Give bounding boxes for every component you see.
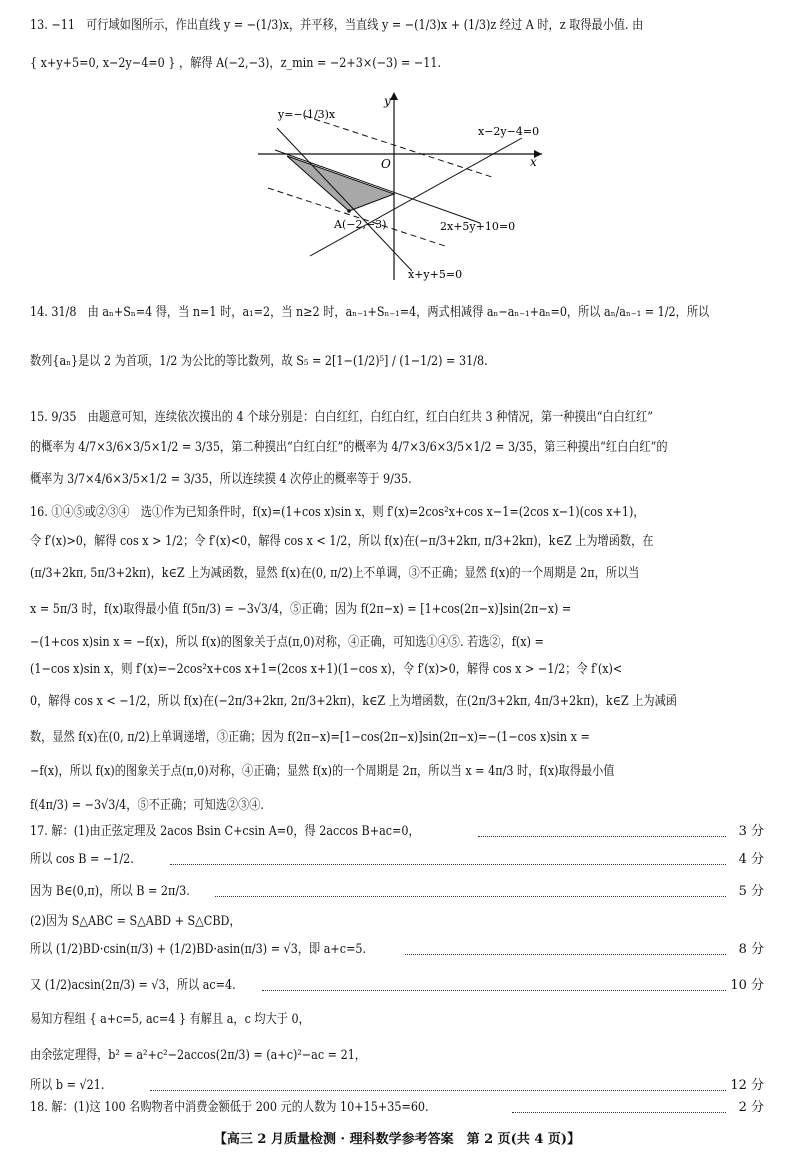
q17-line-1: 17. 解：(1)由正弦定理及 2acos Bsin C+csin A=0，得 2accos B+ac=0， — [30, 824, 420, 839]
q15-line-2: 的概率为 4/7×3/6×3/5×1/2 = 3/35，第二种摸出“白红白红”的概率为 4/7×3/6×3/5×1/2 = 3/35，第三种摸出“红白白红”的 — [30, 440, 668, 455]
q15-line-1: 15. 9/35 由题意可知，连续依次摸出的 4 个球分别是：白白红红，白红白红，红白白红共 3 种情况，第一种摸出“白白红红” — [30, 410, 653, 425]
q16-line-6: (1−cos x)sin x，则 f′(x)=−2cos²x+cos x+1=(2cos x+1)(1−cos x)，令 f′(x)>0，解得 cos x > −1/2；令 f′(x)< — [30, 662, 623, 677]
page-footer: 【高三 2 月质量检测 · 理科数学参考答案 第 2 页(共 4 页)】 — [213, 1132, 581, 1147]
line-ref-label: y=−(1/3)x — [278, 108, 336, 121]
q17-line-2: 所以 cos B = −1/2. — [30, 852, 134, 867]
q16-line-7: 0，解得 cos x < −1/2，所以 f(x)在(−2π/3+2kπ, 2π/3+2kπ)，k∈Z 上为增函数，在(2π/3+2kπ, 4π/3+2kπ)，k∈Z 上为减函 — [30, 694, 677, 709]
q18-score-1: 2 分 — [738, 1100, 764, 1115]
q16-line-1: 16. ①④⑤或②③④ 选①作为已知条件时，f(x)=(1+cos x)sin x，则 f′(x)=2cos²x+cos x−1=(2cos x−1)(cos x+1)， — [30, 505, 645, 520]
dot-leader — [150, 1090, 726, 1091]
q16-line-8: 数，显然 f(x)在(0, π/2)上单调递增，③正确；因为 f(2π−x)=[1−cos(2π−x)]sin(2π−x)=−(1−cos x)sin x = — [30, 730, 590, 745]
y-axis-arrow-icon — [390, 92, 398, 100]
dot-leader — [512, 1112, 726, 1113]
q17-line-9: 所以 b = √21. — [30, 1078, 105, 1093]
line-a-label: x−2y−4=0 — [478, 125, 540, 138]
dot-leader — [405, 954, 726, 955]
q17-line-8: 由余弦定理得，b² = a²+c²−2accos(2π/3) = (a+c)²−ac = 21， — [30, 1048, 366, 1063]
point-a-label: A(−2,−3) — [334, 218, 387, 231]
q17-line-6: 又 (1/2)acsin(2π/3) = √3，所以 ac=4. — [30, 978, 236, 993]
q17-score-5: 8 分 — [738, 942, 764, 957]
x-axis-label: x — [530, 155, 537, 169]
q16-line-2: 令 f′(x)>0，解得 cos x > 1/2；令 f′(x)<0，解得 cos x < 1/2，所以 f(x)在(−π/3+2kπ, π/3+2kπ)，k∈Z 上为增函数，在 — [30, 534, 654, 549]
q16-line-3: (π/3+2kπ, 5π/3+2kπ)，k∈Z 上为减函数，显然 f(x)在(0, π/2)上不单调，③不正确；显然 f(x)的一个周期是 2π，所以当 — [30, 566, 640, 581]
dot-leader — [262, 990, 726, 991]
q17-line-5: 所以 (1/2)BD·csin(π/3) + (1/2)BD·asin(π/3) = √3，即 a+c=5. — [30, 942, 367, 957]
q17-score-1: 3 分 — [738, 824, 764, 839]
feasible-region-figure — [250, 88, 550, 283]
point-a-marker — [347, 209, 351, 213]
q16-line-5: −(1+cos x)sin x = −f(x)，所以 f(x)的图象关于点(π,0)对称，④正确，可知选①④⑤. 若选②，f(x) = — [30, 635, 544, 650]
q17-line-7: 易知方程组 { a+c=5, ac=4 } 有解且 a，c 均大于 0， — [30, 1012, 310, 1027]
line-2x-5y-10 — [275, 150, 480, 223]
q14-line-2: 数列{aₙ}是以 2 为首项，1/2 为公比的等比数列，故 S₅ = 2[1−(1/2)⁵] / (1−1/2) = 31/8. — [30, 354, 488, 369]
q16-line-9: −f(x)，所以 f(x)的图象关于点(π,0)对称，④正确；显然 f(x)的一个周期是 2π，所以当 x = 4π/3 时，f(x)取得最小值 — [30, 764, 615, 779]
q16-line-4: x = 5π/3 时，f(x)取得最小值 f(5π/3) = −3√3/4，⑤正确；因为 f(2π−x) = [1+cos(2π−x)]sin(2π−x) = — [30, 602, 572, 617]
origin-label: O — [381, 157, 391, 171]
line-x-y-5 — [277, 128, 412, 271]
q17-score-3: 5 分 — [738, 884, 764, 899]
q17-score-2: 4 分 — [738, 852, 764, 867]
y-axis-label: y — [384, 94, 391, 108]
line-b-label: 2x+5y+10=0 — [440, 220, 516, 233]
q17-line-4: (2)因为 S△ABC = S△ABD + S△CBD， — [30, 914, 241, 929]
q14-line-1: 14. 31/8 由 aₙ+Sₙ=4 得，当 n=1 时，a₁=2，当 n≥2 时，aₙ₋₁+Sₙ₋₁=4，两式相减得 aₙ−aₙ₋₁+aₙ=0，所以 aₙ/aₙ₋₁ = 1/2，所以 — [30, 305, 710, 320]
dot-leader — [478, 836, 726, 837]
q13-line-2: { x+y+5=0, x−2y−4=0 } ，解得 A(−2,−3)，z_min = −2+3×(−3) = −11. — [30, 56, 442, 71]
q17-score-6: 10 分 — [730, 978, 764, 993]
dot-leader — [215, 896, 726, 897]
feasible-region — [287, 156, 394, 211]
q13-line-1: 13. −11 可行域如图所示，作出直线 y = −(1/3)x，并平移，当直线 y = −(1/3)x + (1/3)z 经过 A 时，z 取得最小值. 由 — [30, 18, 644, 33]
line-c-label: x+y+5=0 — [408, 268, 463, 281]
q18-line-1: 18. 解：(1)这 100 名购物者中消费金额低于 200 元的人数为 10+15+35=60. — [30, 1100, 429, 1115]
dot-leader — [170, 864, 726, 865]
q15-line-3: 概率为 3/7×4/6×3/5×1/2 = 3/35，所以连续摸 4 次停止的概率等于 9/35. — [30, 472, 412, 487]
q17-line-3: 因为 B∈(0,π)，所以 B = 2π/3. — [30, 884, 190, 899]
q16-line-10: f(4π/3) = −3√3/4，⑤不正确；可知选②③④. — [30, 798, 265, 813]
q17-score-9: 12 分 — [730, 1078, 764, 1093]
